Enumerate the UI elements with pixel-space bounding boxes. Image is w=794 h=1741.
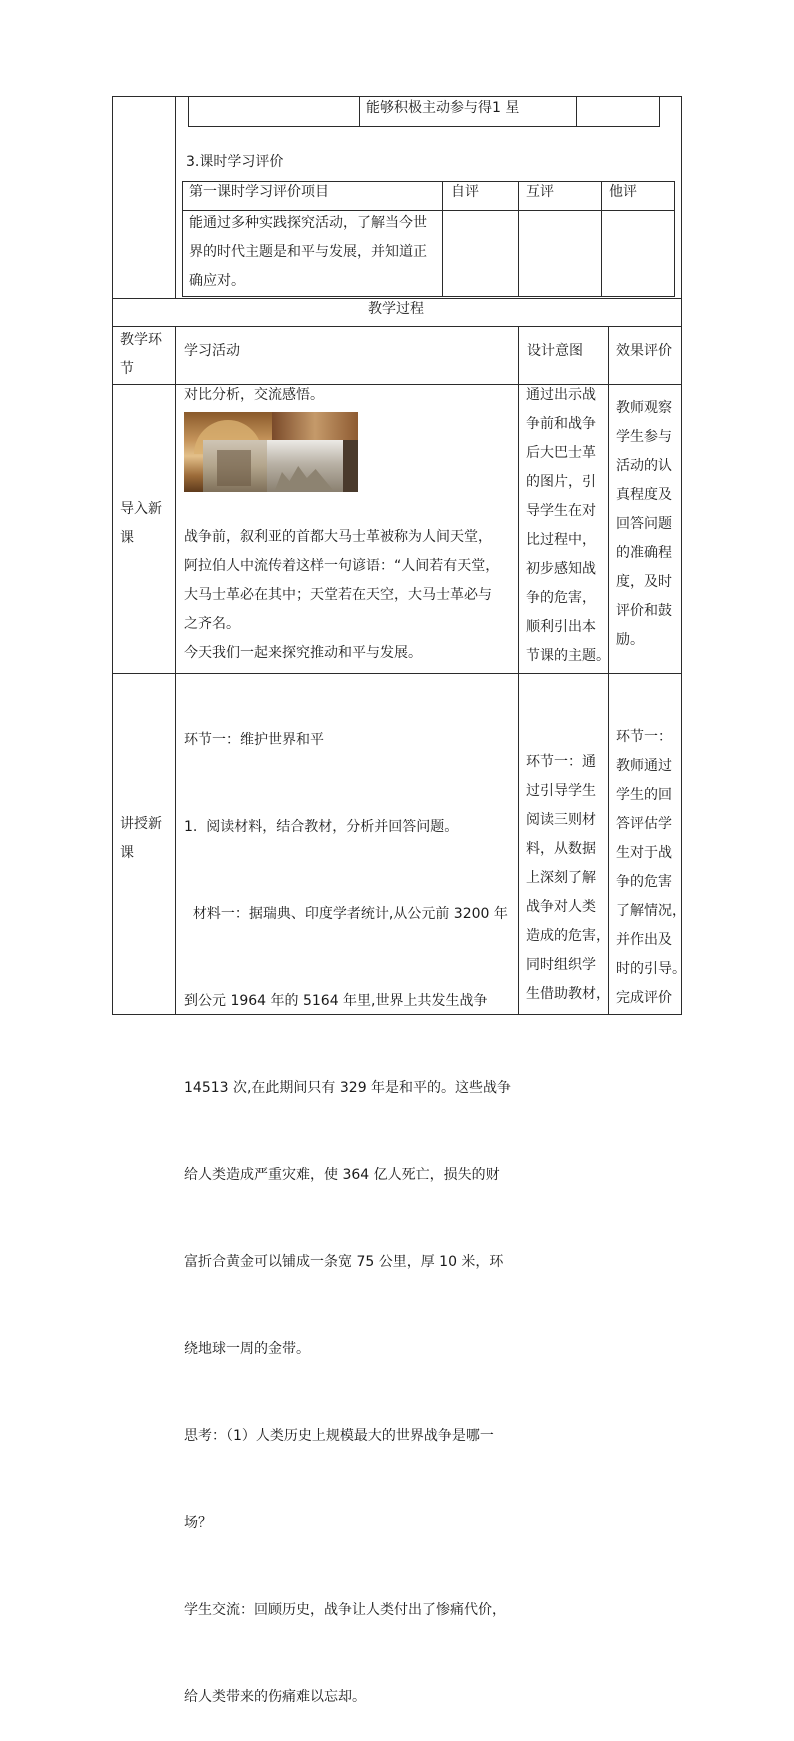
intro-design-line: 顺利引出本: [526, 619, 596, 635]
intro-design-line: 的图片，引: [526, 474, 596, 490]
header-effect: 效果评价: [616, 343, 672, 359]
outer-left-border: [112, 96, 113, 1015]
intro-activity-text: [184, 523, 518, 668]
intro-design-line: 后大巴士革: [526, 445, 596, 461]
lecture-activity-line: 绕地球一周的金带。: [184, 1341, 310, 1357]
lecture-effect-line: 时的引导。: [616, 961, 686, 977]
lecture-activity-line: 学生交流：回顾历史，战争让人类付出了惨痛代价，: [184, 1602, 506, 1618]
intro-activity-first: 对比分析，交流感悟。: [184, 387, 324, 403]
outer-top-border: [112, 96, 682, 97]
intro-activity-line: 大马士革必在其中；天堂若在天空，大马士革必与: [184, 587, 492, 603]
process-col-1: [175, 326, 176, 1015]
intro-effect-line: 励。: [616, 632, 644, 648]
damascus-building-photo: [203, 440, 267, 492]
lecture-effect-line: 争的危害: [616, 874, 672, 890]
lecture-effect-text: [616, 723, 686, 1013]
eval-item-text: [189, 209, 427, 296]
lecture-effect-line: 完成评价: [616, 990, 672, 1006]
lecture-activity-line: 给人类造成严重灾难，使 364 亿人死亡，损失的财: [184, 1167, 500, 1183]
process-col-2: [518, 326, 519, 1015]
lecture-design-line: 料，从数据: [526, 841, 596, 857]
eval-col-3: [601, 181, 602, 297]
eval-col-4: [674, 181, 675, 297]
intro-effect-line: 评价和鼓: [616, 603, 672, 619]
lecture-activity-line: 思考：（1）人类历史上规模最大的世界战争是哪一: [184, 1428, 494, 1444]
lecture-activity-line: 富折合黄金可以铺成一条宽 75 公里，厚 10 米，环: [184, 1254, 504, 1270]
damascus-ruins-photo: [267, 440, 343, 492]
intro-effect-line: 教师观察: [616, 400, 672, 416]
eval-header-peer: 互评: [526, 184, 554, 200]
intro-effect-line: 的准确程: [616, 545, 672, 561]
section-heading: 3.课时学习评价: [186, 154, 284, 170]
lecture-design-line: 上深刻了解: [526, 870, 596, 886]
lecture-design-text: [526, 748, 610, 1009]
lecture-design-line: 同时组织学: [526, 957, 596, 973]
lecture-activity-line: 材料一：据瑞典、印度学者统计,从公元前 3200 年: [184, 906, 508, 922]
intro-stage: [120, 495, 162, 553]
eval-header-other: 他评: [609, 184, 637, 200]
lecture-activity-line: 到公元 1964 年的 5164 年里,世界上共发生战争: [184, 993, 488, 1009]
intro-effect-text: [616, 394, 672, 655]
eval-col-2: [518, 181, 519, 297]
eval-item-line: 能通过多种实践探究活动，了解当今世: [189, 215, 427, 231]
nested-left: [188, 96, 189, 127]
lecture-stage: [120, 810, 162, 868]
lecture-effect-line: 答评估学: [616, 816, 672, 832]
lecture-stage-line: 讲授新: [120, 816, 162, 832]
eval-header-item: 第一课时学习评价项目: [189, 184, 329, 200]
header-stage-line: 教学环: [120, 332, 162, 348]
intro-stage-line: 课: [120, 530, 134, 546]
process-title-bottom: [112, 326, 682, 327]
intro-effect-line: 学生参与: [616, 429, 672, 445]
intro-design-line: 争的危害，: [526, 590, 596, 606]
nested-mid2: [576, 96, 577, 127]
intro-activity-line: 战争前，叙利亚的首都大马士革被称为人间天堂，: [184, 529, 492, 545]
lecture-design-line: 阅读三则材: [526, 812, 596, 828]
nested-mid: [359, 96, 360, 127]
eval-col-1: [442, 181, 443, 297]
lecture-activity-line: 14513 次,在此期间只有 329 年是和平的。这些战争: [184, 1080, 512, 1096]
intro-design-line: 节课的主题。: [526, 648, 610, 664]
intro-activity-line: 今天我们一起来探究推动和平与发展。: [184, 645, 422, 661]
lecture-design-line: 生借助教材，: [526, 986, 610, 1002]
eval-col-0: [182, 181, 183, 297]
intro-effect-line: 度，及时: [616, 574, 672, 590]
intro-activity-line: 阿拉伯人中流传着这样一句谚语：“人间若有天堂，: [184, 558, 500, 574]
process-title: 教学过程: [368, 301, 424, 317]
intro-effect-line: 真程度及: [616, 487, 672, 503]
lecture-stage-line: 课: [120, 845, 134, 861]
intro-design-text: [526, 381, 610, 671]
intro-effect-line: 回答问题: [616, 516, 672, 532]
intro-design-line: 导学生在对: [526, 503, 596, 519]
window-shape: [217, 450, 251, 486]
top-section-col-divider: [175, 96, 176, 299]
lecture-activity-line: 环节一：维护世界和平: [184, 732, 324, 748]
lecture-design-line: 战争对人类: [526, 899, 596, 915]
eval-item-line: 确应对。: [189, 273, 245, 289]
damascus-interior-photo: [272, 412, 358, 440]
intro-design-line: 初步感知战: [526, 561, 596, 577]
lecture-design-line: 过引导学生: [526, 783, 596, 799]
lecture-effect-line: 了解情况，: [616, 903, 686, 919]
header-design: 设计意图: [527, 343, 583, 359]
lecture-activity-line: 场？: [184, 1515, 212, 1531]
photo-edge: [343, 440, 358, 492]
header-stage: [120, 326, 162, 384]
lecture-activity-text: [184, 668, 518, 1741]
lecture-effect-line: 学生的回: [616, 787, 672, 803]
intro-design-line: 比过程中，: [526, 532, 596, 548]
lecture-effect-line: 并作出及: [616, 932, 672, 948]
intro-activity-line: 之齐名。: [184, 616, 240, 632]
lecture-effect-line: 教师通过: [616, 758, 672, 774]
star-criteria-text: 能够积极主动参与得1 星: [366, 100, 520, 116]
intro-effect-line: 活动的认: [616, 458, 672, 474]
eval-item-line: 界的时代主题是和平与发展，并知道正: [189, 244, 427, 260]
header-activity: 学习活动: [184, 343, 240, 359]
lecture-activity-line: 1. 阅读材料，结合教材，分析并回答问题。: [184, 819, 459, 835]
lecture-activity-line: 给人类带来的伤痛难以忘却。: [184, 1689, 366, 1705]
intro-design-line: 争前和战争: [526, 416, 596, 432]
lecture-effect-line: 环节一：: [616, 729, 672, 745]
rubble-shape: [275, 460, 333, 490]
nested-bottom: [188, 126, 660, 127]
lecture-effect-line: 生对于战: [616, 845, 672, 861]
eval-header-self: 自评: [451, 184, 479, 200]
lecture-design-line: 造成的危害，: [526, 928, 610, 944]
intro-stage-line: 导入新: [120, 501, 162, 517]
intro-design-line: 通过出示战: [526, 387, 596, 403]
nested-right: [659, 96, 660, 127]
lecture-design-line: 环节一：通: [526, 754, 596, 770]
header-stage-line: 节: [120, 361, 134, 377]
